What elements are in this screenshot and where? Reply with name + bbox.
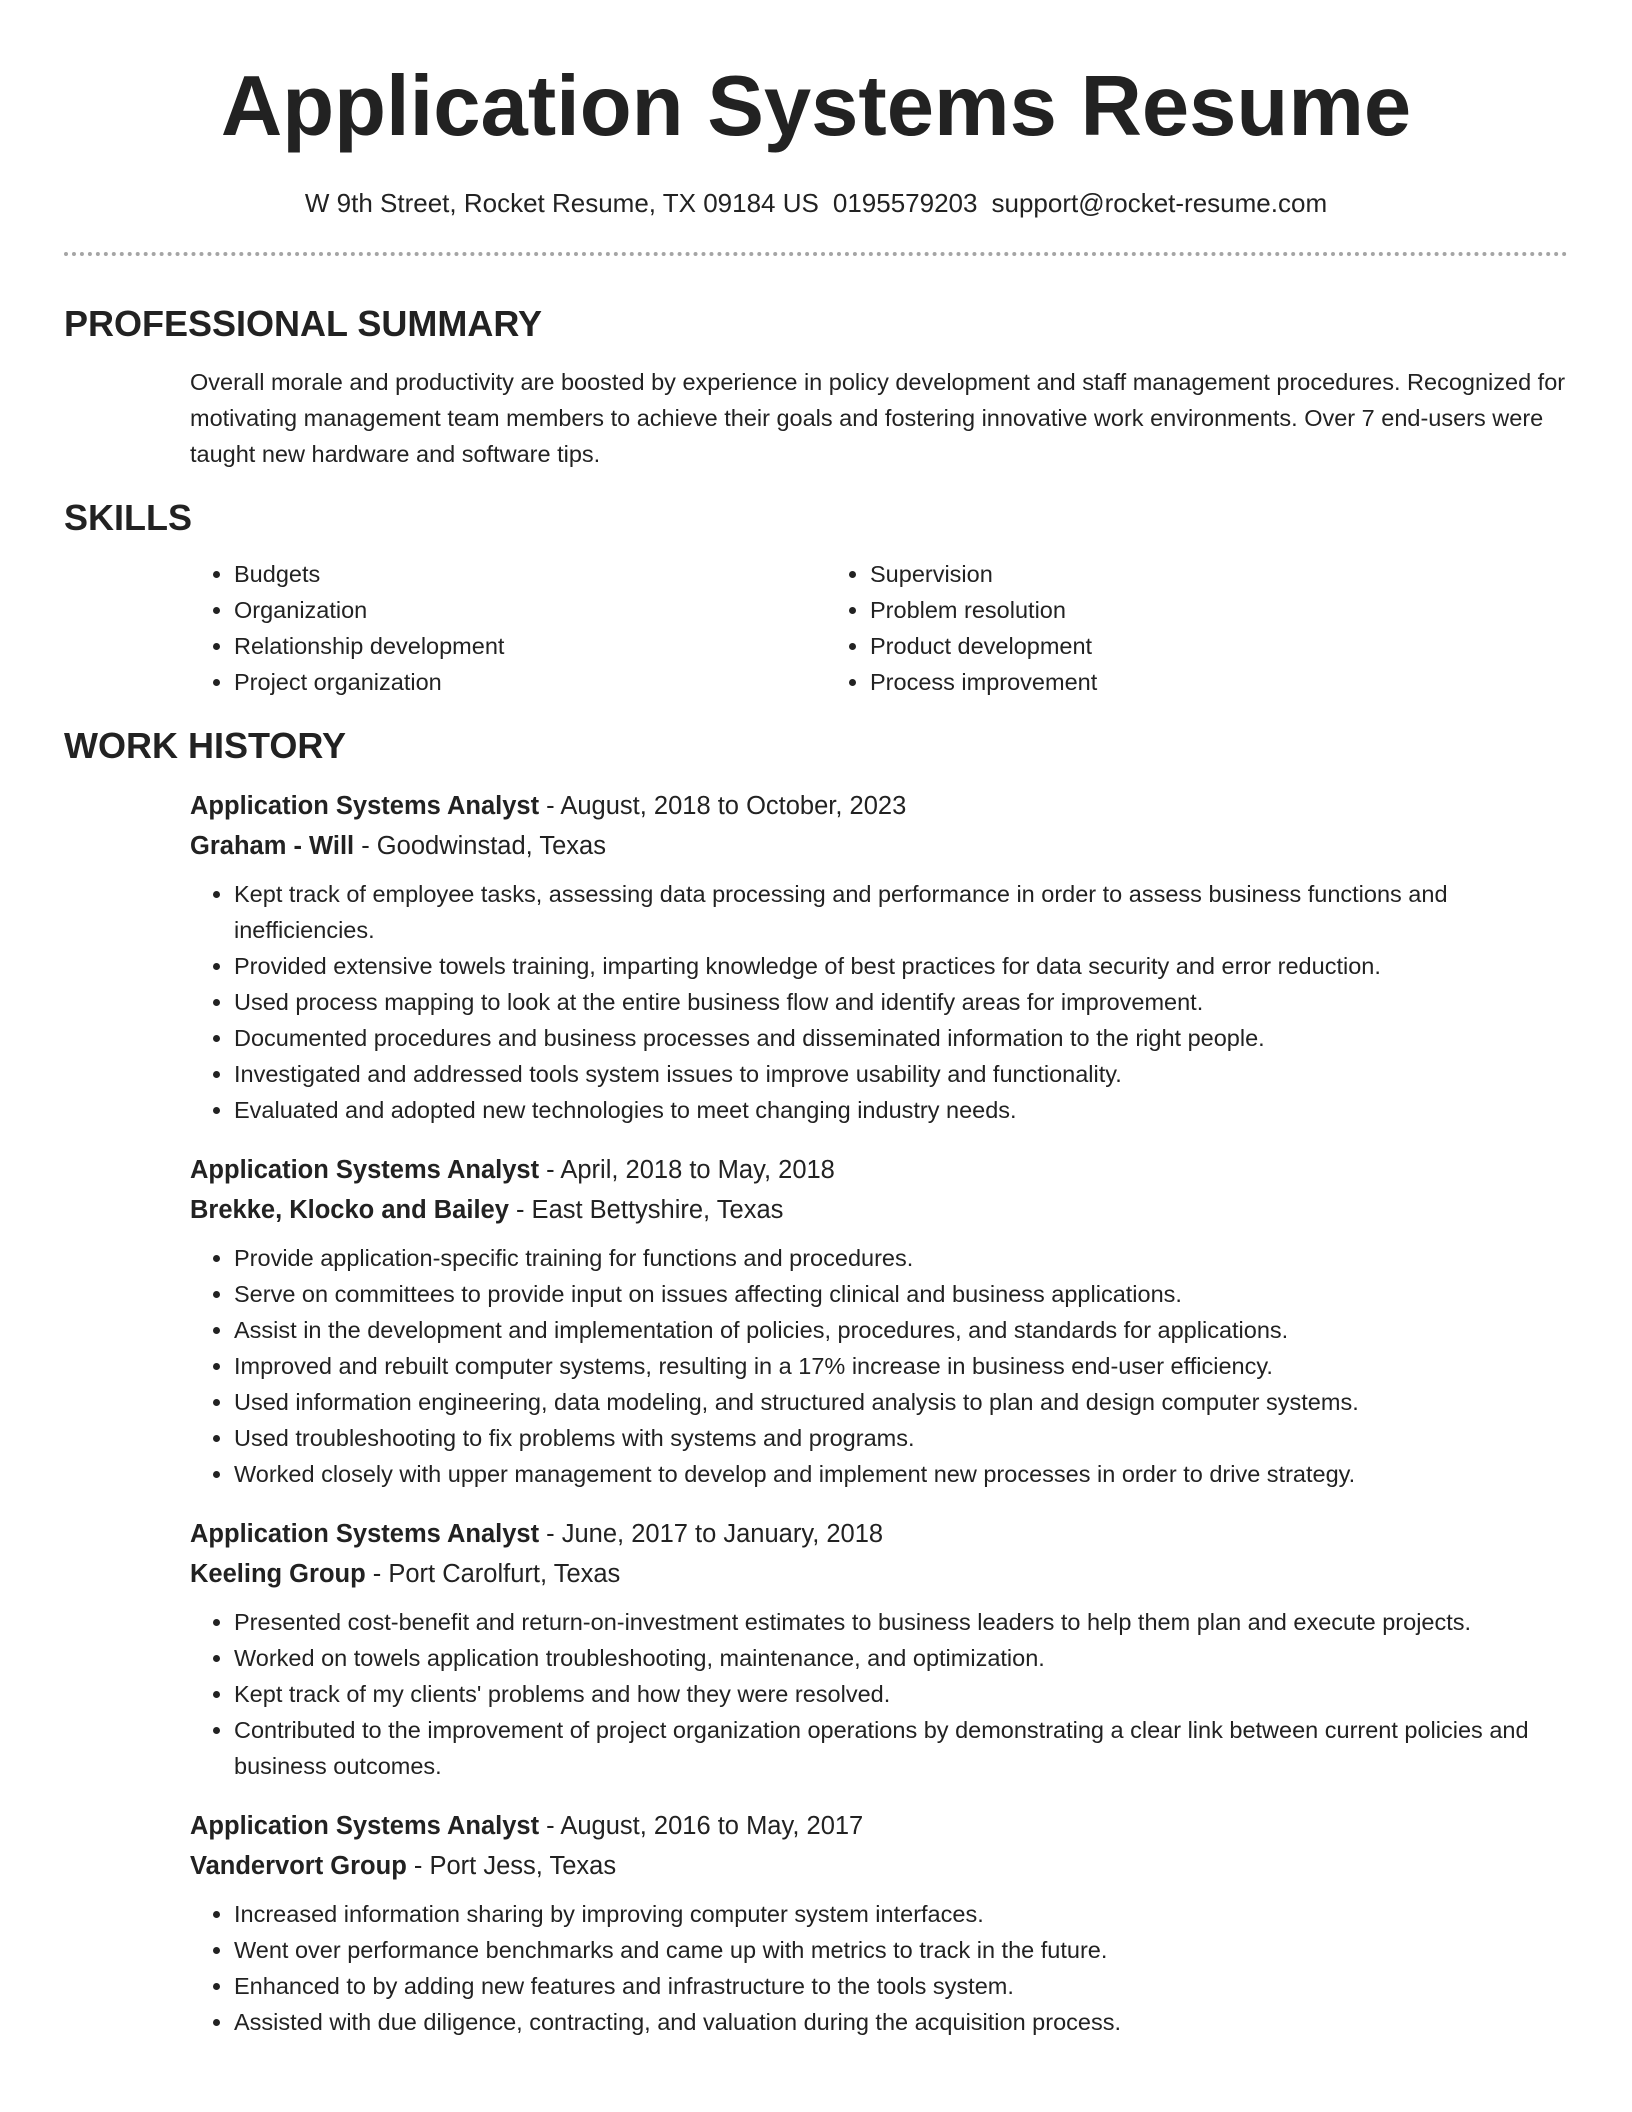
job-entry: [190, 786, 1568, 1128]
job-bullet: • Assisted with due diligence, contracting, and valuation during the acquisition process.: [234, 2004, 1568, 2040]
job-dates: - August, 2016 to May, 2017: [546, 1812, 864, 1840]
job-dates: - April, 2018 to May, 2018: [546, 1156, 835, 1184]
job-company-line: [190, 1190, 1568, 1230]
job-dates: - August, 2018 to October, 2023: [546, 792, 907, 820]
work-history-heading: WORK HISTORY: [64, 725, 347, 766]
job-title-line: [190, 1806, 1568, 1846]
skills-column-2: [826, 556, 1097, 700]
job-bullet: • Worked closely with upper management to develop and implement new processes in order to drive strategy.: [234, 1456, 1568, 1492]
job-title-line: [190, 1150, 1568, 1190]
skill-item: • Supervision: [870, 556, 1097, 592]
job-bullet: • Went over performance benchmarks and came up with metrics to track in the future.: [234, 1932, 1568, 1968]
job-bullet: • Kept track of my clients' problems and how they were resolved.: [234, 1676, 1568, 1712]
contact-phone: 0195579203: [832, 188, 978, 218]
skill-item: • Process improvement: [870, 664, 1097, 700]
job-bullet: • Provide application-specific training for functions and procedures.: [234, 1240, 1568, 1276]
job-bullet: • Improved and rebuilt computer systems, resulting in a 17% increase in business end-user efficiency.: [234, 1348, 1568, 1384]
contact-address: W 9th Street, Rocket Resume, TX 09184 US: [304, 188, 819, 218]
job-location: - East Bettyshire, Texas: [515, 1196, 784, 1224]
job-entry: [190, 1806, 1568, 2040]
job-title: Application Systems Analyst: [190, 1156, 540, 1184]
header-divider: [64, 252, 1568, 256]
job-bullet: • Increased information sharing by improving computer system interfaces.: [234, 1896, 1568, 1932]
job-company-line: [190, 1554, 1568, 1594]
job-company: Graham - Will: [190, 832, 355, 860]
job-bullet: • Used process mapping to look at the entire business flow and identify areas for improvement.: [234, 984, 1568, 1020]
skill-item: • Relationship development: [234, 628, 826, 664]
skill-item: • Project organization: [234, 664, 826, 700]
job-title-line: [190, 786, 1568, 826]
skills-column-1: [190, 556, 826, 700]
work-history-list: [64, 786, 1568, 2040]
job-bullets: [190, 876, 1568, 1128]
job-bullets: [190, 1896, 1568, 2040]
job-title: Application Systems Analyst: [190, 1520, 540, 1548]
contact-email: support@rocket-resume.com: [991, 188, 1328, 218]
job-company-line: [190, 1846, 1568, 1886]
job-bullet: • Provided extensive towels training, imparting knowledge of best practices for data security and error reduction.: [234, 948, 1568, 984]
skill-item: • Organization: [234, 592, 826, 628]
job-bullet: • Assist in the development and implementation of policies, procedures, and standards for applications.: [234, 1312, 1568, 1348]
job-bullet: • Documented procedures and business processes and disseminated information to the right people.: [234, 1020, 1568, 1056]
skill-item: • Product development: [870, 628, 1097, 664]
summary-heading: PROFESSIONAL SUMMARY: [64, 303, 543, 344]
skill-item: • Problem resolution: [870, 592, 1097, 628]
job-location: - Goodwinstad, Texas: [361, 832, 606, 860]
skills-heading: SKILLS: [64, 497, 193, 538]
job-location: - Port Carolfurt, Texas: [372, 1560, 621, 1588]
job-title: Application Systems Analyst: [190, 1812, 540, 1840]
summary-text: Overall morale and productivity are boosted by experience in policy development and staff management procedures. Recognized for motivating management team members to achieve their goals and fostering innovative work environments. Over 7 end-users were taught new hardware and software tips.: [190, 369, 1566, 467]
job-bullet: • Kept track of employee tasks, assessing data processing and performance in order to assess business functions and inefficiencies.: [234, 876, 1568, 948]
skills-list: [64, 556, 1568, 700]
job-bullet: • Used information engineering, data modeling, and structured analysis to plan and design computer systems.: [234, 1384, 1568, 1420]
job-location: - Port Jess, Texas: [413, 1852, 617, 1880]
job-bullet: • Serve on committees to provide input on issues affecting clinical and business applications.: [234, 1276, 1568, 1312]
job-dates: - June, 2017 to January, 2018: [546, 1520, 884, 1548]
job-company-line: [190, 826, 1568, 866]
job-entry: [190, 1514, 1568, 1784]
job-company: Brekke, Klocko and Bailey: [190, 1196, 509, 1224]
job-bullet: • Contributed to the improvement of project organization operations by demonstrating a clear link between current policies and business outcomes.: [234, 1712, 1568, 1784]
job-company: Keeling Group: [190, 1560, 366, 1588]
job-bullet: • Presented cost-benefit and return-on-investment estimates to business leaders to help them plan and execute projects.: [234, 1604, 1568, 1640]
job-bullet: • Evaluated and adopted new technologies to meet changing industry needs.: [234, 1092, 1568, 1128]
job-bullet: • Investigated and addressed tools system issues to improve usability and functionality.: [234, 1056, 1568, 1092]
job-bullet: • Enhanced to by adding new features and infrastructure to the tools system.: [234, 1968, 1568, 2004]
resume-title: Application Systems Resume: [220, 59, 1412, 154]
contact-line: [64, 186, 1568, 220]
skill-item: • Budgets: [234, 556, 826, 592]
job-company: Vandervort Group: [190, 1852, 407, 1880]
job-bullets: [190, 1604, 1568, 1784]
job-bullet: • Used troubleshooting to fix problems with systems and programs.: [234, 1420, 1568, 1456]
job-title: Application Systems Analyst: [190, 792, 540, 820]
job-bullet: • Worked on towels application troubleshooting, maintenance, and optimization.: [234, 1640, 1568, 1676]
job-title-line: [190, 1514, 1568, 1554]
job-bullets: [190, 1240, 1568, 1492]
job-entry: [190, 1150, 1568, 1492]
